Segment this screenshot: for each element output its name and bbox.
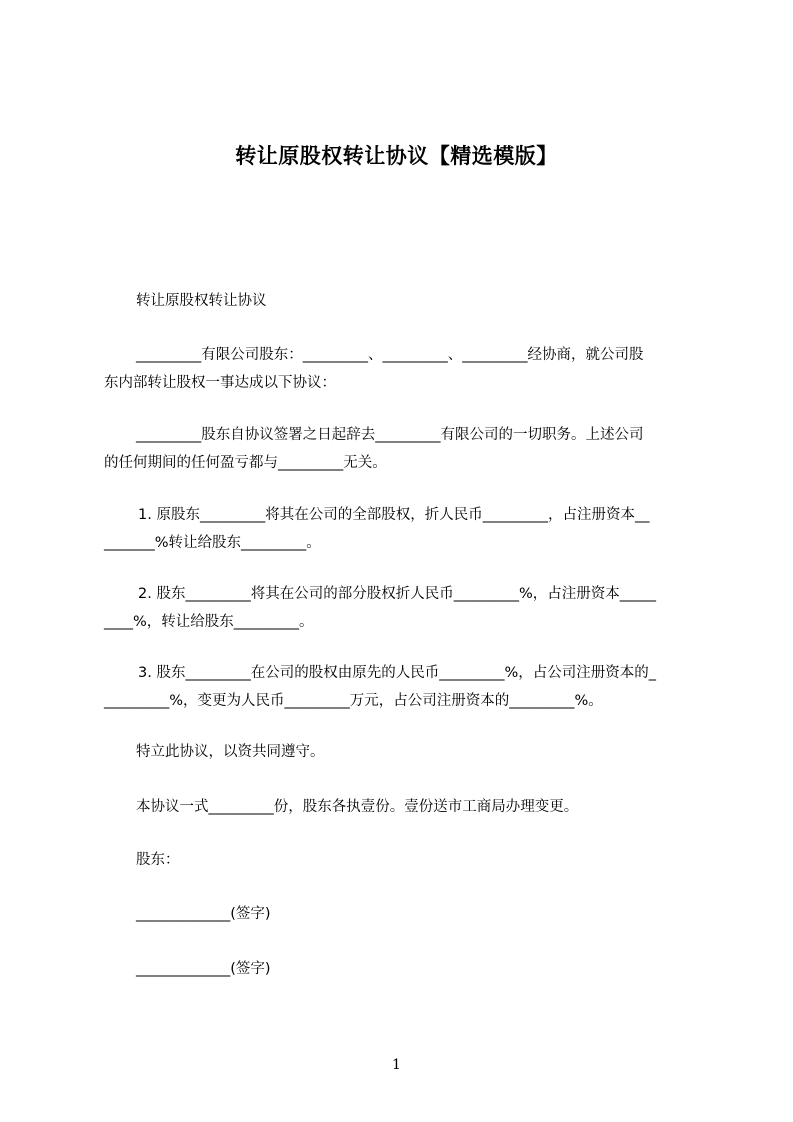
page-number: 1 (392, 1057, 401, 1073)
text-line: 2. 股东_________将其在公司的部分股权折人民币_________%，占注册资本_____ (138, 586, 656, 602)
text-line: ____%，转让给股东_________。 (104, 614, 314, 630)
text-line: 特立此协议，以资共同遵守。 (136, 744, 325, 760)
signature-line (136, 900, 704, 928)
document-title: 转让原股权转让协议【精选模版】 (235, 144, 558, 168)
text-line: 的任何期间的任何盈亏都与_________无关。 (104, 455, 387, 471)
paragraph-heading (136, 287, 704, 315)
text-line: 转让原股权转让协议 (136, 293, 267, 309)
paragraph-resignation (104, 421, 704, 477)
text-line: _____________(签字) (136, 961, 271, 977)
text-line: _______%转让给股东_________。 (104, 535, 321, 551)
text-line: _________股东自协议签署之日起辞去_________有限公司的一切职务。上述公司 (136, 427, 644, 443)
text-line: 东内部转让股权一事达成以下协议： (104, 375, 336, 391)
paragraph-parties (104, 341, 704, 397)
paragraph-shareholders (136, 846, 704, 874)
signature-line (136, 955, 704, 983)
paragraph-agreement (136, 738, 704, 766)
text-line: 本协议一式_________份，股东各执壹份。壹份送市工商局办理变更。 (136, 799, 579, 815)
clause-3 (104, 659, 704, 715)
text-line: _____________(签字) (136, 906, 271, 922)
text-line: _________有限公司股东：_________、_________、_________经协商，就公司股 (136, 347, 644, 363)
clause-2 (104, 580, 704, 636)
text-line: 股东： (136, 852, 180, 868)
text-line: 1. 原股东_________将其在公司的全部股权，折人民币_________，占注册资本__ (138, 507, 650, 523)
text-line: 3. 股东_________在公司的股权由原先的人民币_________%，占公司注册资本的_ (138, 665, 656, 681)
text-line: _________%，变更为人民币_________万元，占公司注册资本的_________%。 (104, 693, 603, 709)
clause-1 (104, 501, 704, 557)
paragraph-copies (136, 793, 704, 821)
